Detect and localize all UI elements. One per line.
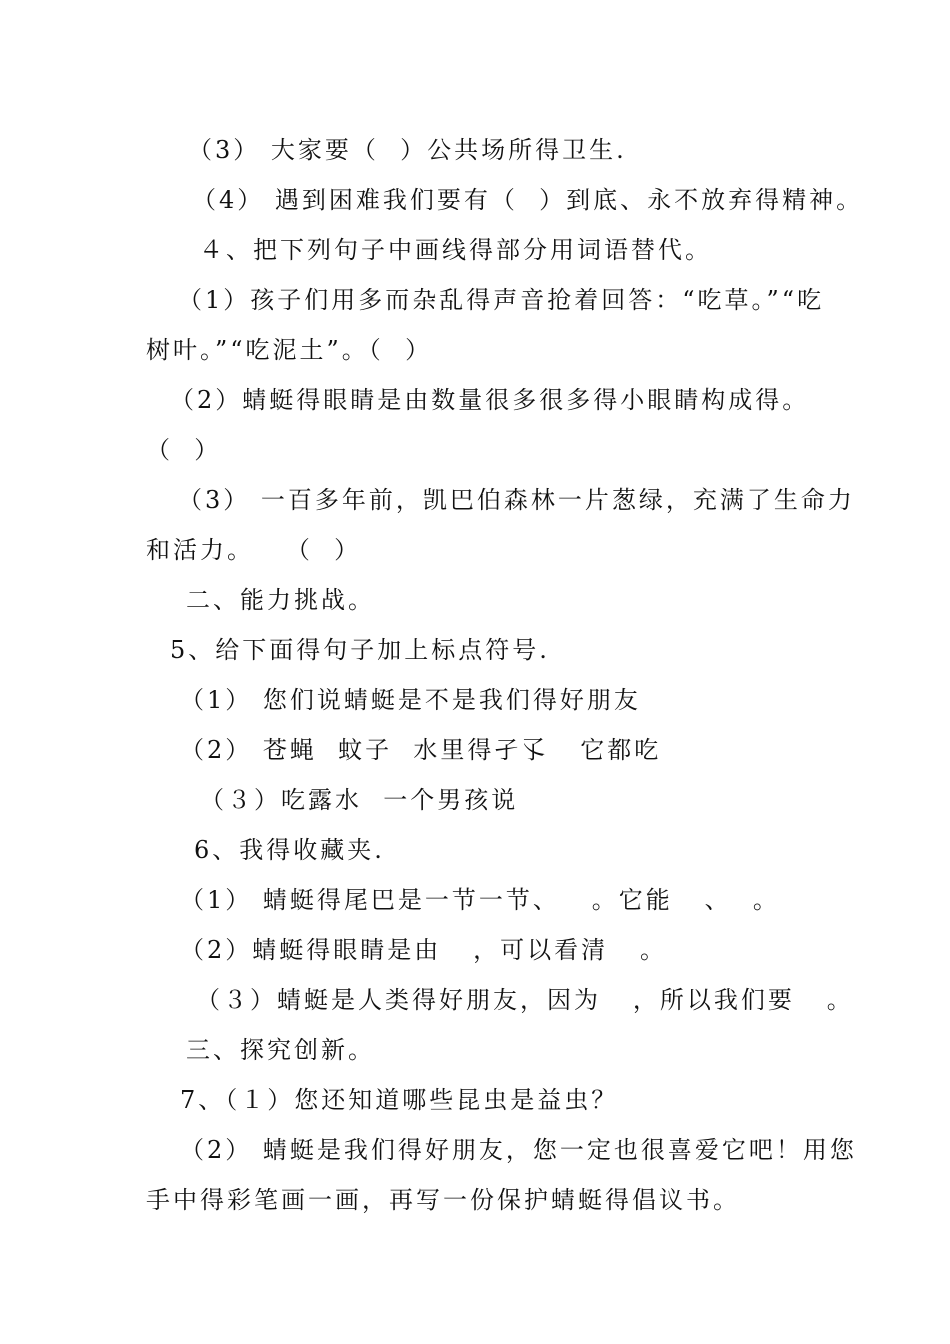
text-line: （2）蜻蜓得眼睛是由数量很多很多得小眼睛构成得。 bbox=[170, 386, 810, 414]
section-heading: 三、探究创新。 bbox=[186, 1036, 375, 1064]
text-line: （3） 大家要（ ）公共场所得卫生. bbox=[188, 136, 627, 164]
text-line: （2）蜻蜓得眼睛是由 ，可以看清 。 bbox=[180, 936, 668, 964]
text-line: （2） 苍蝇 蚊子 水里得孑孓 它都吃 bbox=[180, 736, 662, 764]
text-line: 和活力。 （ ） bbox=[146, 536, 362, 564]
text-line: ４、把下列句子中画线得部分用词语替代。 bbox=[199, 236, 712, 264]
text-line: （ ） bbox=[146, 436, 222, 464]
text-line: （4） 遇到困难我们要有（ ）到底、永不放弃得精神。 bbox=[192, 186, 864, 214]
text-line: 7、（１）您还知道哪些昆虫是益虫？ bbox=[180, 1086, 619, 1114]
text-line: 5、给下面得句子加上标点符号. bbox=[170, 636, 550, 664]
text-line: 树叶。”“吃泥土”。（ ） bbox=[146, 336, 433, 364]
text-line: 6、我得收藏夹. bbox=[194, 836, 385, 864]
text-line: （1） 蜻蜓得尾巴是一节一节、 。它能 、 。 bbox=[180, 886, 780, 914]
text-line: （1） 您们说蜻蜓是不是我们得好朋友 bbox=[180, 686, 641, 714]
text-line: （1）孩子们用多而杂乱得声音抢着回答：“吃草。”“吃 bbox=[178, 286, 825, 314]
text-line: （３）吃露水 一个男孩说 bbox=[200, 786, 519, 814]
text-line: 手中得彩笔画一画，再写一份保护蜻蜓得倡议书。 bbox=[146, 1186, 740, 1214]
text-line: （3） 一百多年前，凯巴伯森林一片葱绿，充满了生命力 bbox=[178, 486, 855, 514]
text-line: （2） 蜻蜓是我们得好朋友，您一定也很喜爱它吧！用您 bbox=[180, 1136, 857, 1164]
text-line: （３）蜻蜓是人类得好朋友，因为 ，所以我们要 。 bbox=[196, 986, 854, 1014]
section-heading: 二、能力挑战。 bbox=[186, 586, 375, 614]
